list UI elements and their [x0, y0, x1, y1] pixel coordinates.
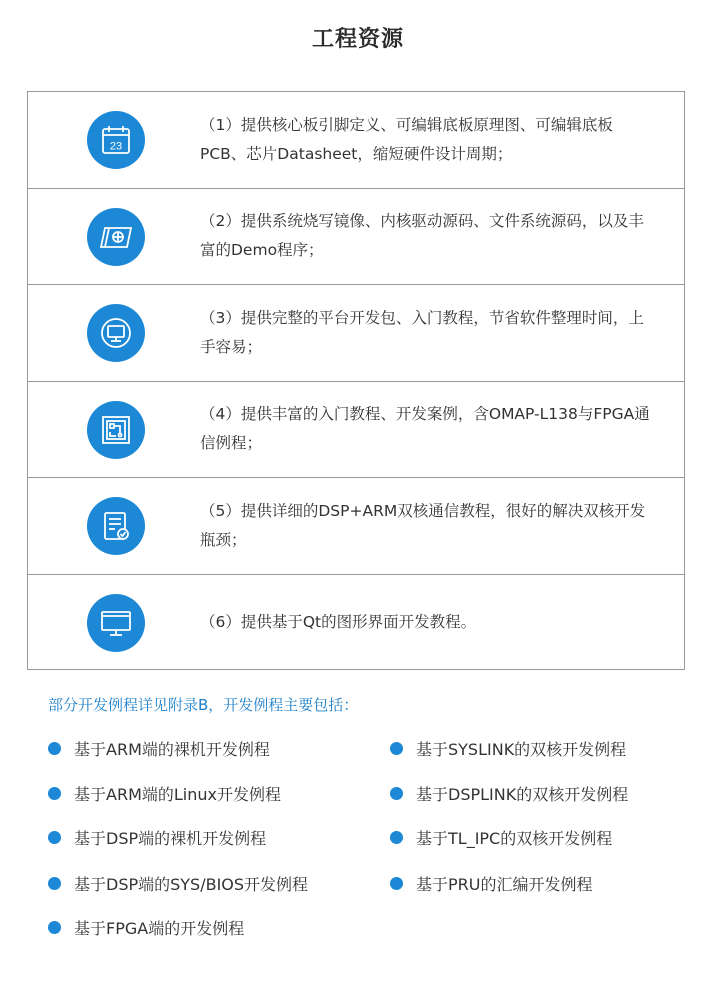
list-item — [48, 871, 308, 895]
feature-text-2: （2）提供系统烧写镜像、内核驱动源码、文件系统源码，以及丰富的Demo程序； — [200, 212, 644, 260]
feature-row-4 — [28, 382, 684, 479]
feature-text-5: （5）提供详细的DSP+ARM双核通信教程，很好的解决双核开发瓶颈； — [200, 501, 646, 549]
feature-text-6: （6）提供基于Qt的图形界面开发教程。 — [200, 613, 477, 632]
list-item-label: 基于PRU的汇编开发例程 — [416, 874, 593, 894]
list-item — [48, 825, 266, 849]
list-item-label: 基于FPGA端的开发例程 — [74, 918, 245, 938]
bullet-icon — [48, 921, 61, 934]
bullet-icon — [390, 831, 403, 844]
feature-text-1: （1）提供核心板引脚定义、可编辑底板原理图、可编辑底板PCB、芯片Datasheet，缩短硬件设计周期； — [200, 115, 613, 163]
feature-text-4: （4）提供丰富的入门教程、开发案例，含OMAP-L138与FPGA通信例程； — [200, 405, 650, 453]
feature-row-6 — [28, 575, 684, 672]
feature-table — [27, 91, 685, 670]
list-item — [390, 736, 626, 760]
chip-diagram-icon — [87, 401, 145, 459]
list-item-label: 基于DSP端的裸机开发例程 — [74, 828, 267, 848]
list-item — [390, 825, 612, 849]
examples-summary: 部分开发例程详见附录B，开发例程主要包括： — [48, 696, 359, 714]
flash-image-icon — [87, 208, 145, 266]
list-item-label: 基于ARM端的Linux开发例程 — [74, 784, 281, 804]
feature-row-5 — [28, 478, 684, 575]
list-item — [390, 871, 592, 895]
bullet-icon — [390, 877, 403, 890]
list-item — [390, 781, 628, 805]
calendar-icon — [87, 111, 145, 169]
bullet-icon — [48, 742, 61, 755]
list-item-label: 基于DSP端的SYS/BIOS开发例程 — [74, 874, 309, 894]
list-item-label: 基于TL_IPC的双核开发例程 — [416, 828, 613, 848]
list-item-label: 基于SYSLINK的双核开发例程 — [416, 739, 627, 759]
list-item-label: 基于DSPLINK的双核开发例程 — [416, 784, 629, 804]
feature-row-2 — [28, 189, 684, 286]
calendar-number: 23 — [109, 140, 123, 153]
list-item — [48, 736, 270, 760]
list-item — [48, 781, 281, 805]
monitor-icon — [87, 304, 145, 362]
page-title: 工程资源 — [311, 27, 404, 52]
bullet-icon — [390, 742, 403, 755]
bullet-icon — [48, 831, 61, 844]
feature-row-1 — [28, 92, 684, 189]
bullet-icon — [48, 787, 61, 800]
feature-row-3 — [28, 285, 684, 382]
list-item-label: 基于ARM端的裸机开发例程 — [74, 739, 270, 759]
desktop-screen-icon — [87, 594, 145, 652]
document-check-icon — [87, 497, 145, 555]
list-item — [48, 915, 244, 939]
feature-text-3: （3）提供完整的平台开发包、入门教程，节省软件整理时间，上手容易； — [200, 308, 644, 356]
bullet-icon — [48, 877, 61, 890]
bullet-icon — [390, 787, 403, 800]
